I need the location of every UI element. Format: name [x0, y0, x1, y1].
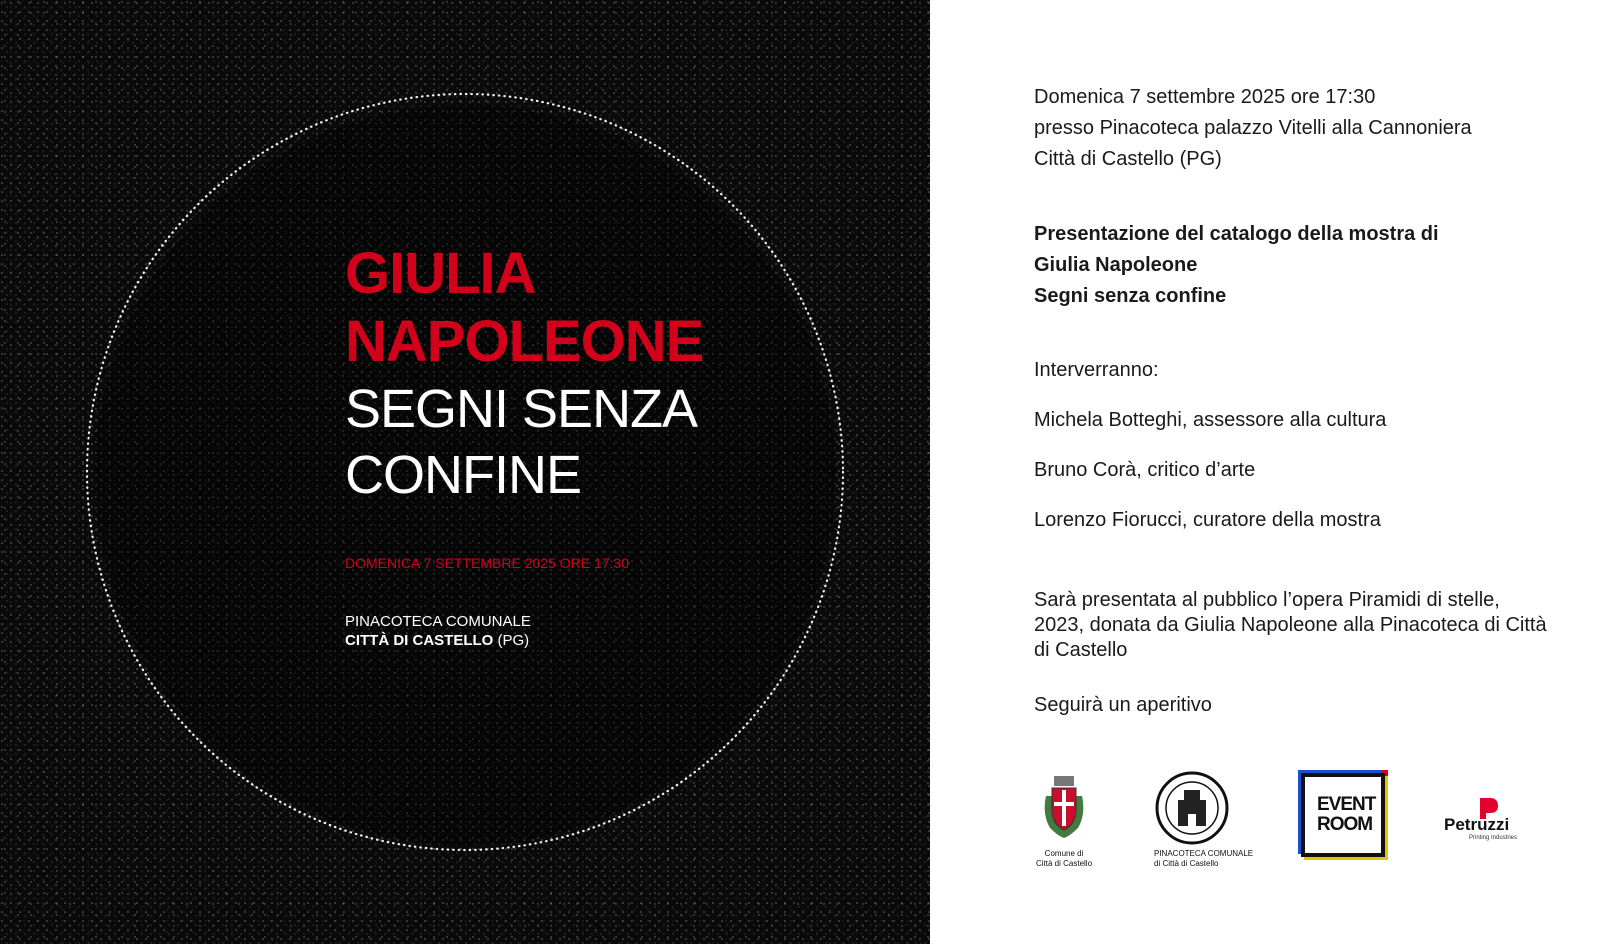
pinacoteca-caption-line2: di Città di Castello [1154, 859, 1219, 868]
poster-subtitle-line1: SEGNI SENZA [345, 379, 698, 439]
poster-date: DOMENICA 7 SETTEMBRE 2025 ORE 17:30 [345, 555, 629, 571]
info-city: Città di Castello (PG) [1034, 148, 1222, 170]
info-speaker-3: Lorenzo Fiorucci, curatore della mostra [1034, 509, 1381, 531]
comune-caption-line1: Comune di [1044, 849, 1084, 858]
poster-venue-line1: PINACOTECA COMUNALE [345, 613, 531, 630]
poster-title-line2: NAPOLEONE [345, 309, 704, 374]
comune-caption-line2: Città di Castello [1036, 859, 1093, 868]
info-closing: Seguirà un aperitivo [1034, 694, 1212, 716]
info-date: Domenica 7 settembre 2025 ore 17:30 [1034, 86, 1376, 108]
comune-logo [1036, 770, 1092, 869]
info-presentation-line3: Segni senza confine [1034, 285, 1227, 307]
poster-venue [345, 612, 531, 650]
poster-venue-line2 [345, 631, 531, 650]
comune-caption [1036, 849, 1092, 869]
poster-title-line1: GIULIA [345, 241, 536, 306]
event-room-text [1317, 795, 1375, 835]
poster-title-block [345, 240, 703, 508]
info-speaker-2: Bruno Corà, critico d’arte [1034, 459, 1256, 481]
info-speaker-1: Michela Botteghi, assessore alla cultura [1034, 409, 1387, 431]
info-note: Sarà presentata al pubblico l’opera Piramidi di stelle, 2023, donata da Giulia Napoleone alla Pinacoteca di Città di Castello [1034, 589, 1547, 661]
event-room-logo [1301, 773, 1385, 857]
poster-venue-province: (PG) [497, 632, 530, 649]
pinacoteca-caption [1154, 849, 1253, 869]
event-room-line2: ROOM [1317, 814, 1373, 835]
poster-subtitle-line2: CONFINE [345, 445, 581, 505]
info-presentation-line2: Giulia Napoleone [1034, 254, 1198, 276]
pinacoteca-logo [1154, 770, 1253, 869]
pinacoteca-caption-line1: PINACOTECA COMUNALE [1154, 849, 1254, 858]
comune-coat-of-arms-icon [1036, 770, 1092, 844]
info-speakers-label: Interverranno: [1034, 359, 1159, 381]
info-presentation-line1: Presentazione del catalogo della mostra di [1034, 223, 1439, 245]
petruzzi-name: Petruzzi [1444, 815, 1510, 834]
poster-venue-city: CITTÀ DI CASTELLO [345, 632, 494, 649]
pinacoteca-seal-icon [1154, 770, 1230, 846]
info-place: presso Pinacoteca palazzo Vitelli alla Cannoniera [1034, 117, 1472, 139]
event-room-line1: EVENT [1317, 794, 1376, 815]
petruzzi-subtitle: Printing Industries [1469, 835, 1518, 841]
